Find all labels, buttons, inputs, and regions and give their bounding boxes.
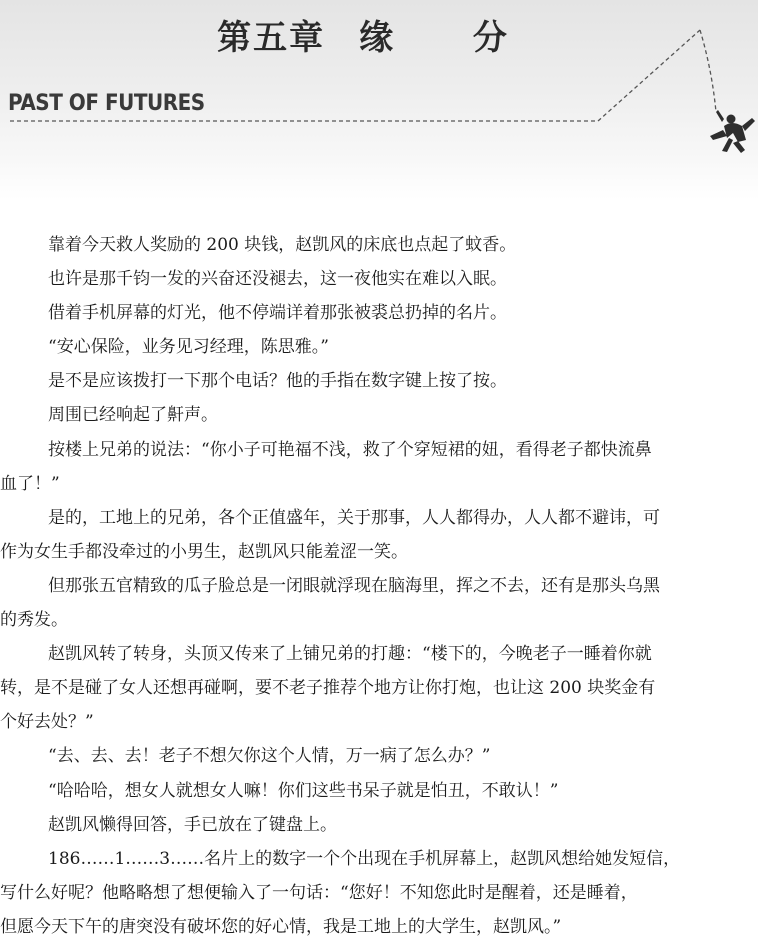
paragraph (48, 330, 748, 364)
body-text (0, 228, 748, 944)
paragraph-first-line: 是的，工地上的兄弟，各个正值盛年，关于那事，人人都得办，人人都不避讳，可 (48, 507, 660, 528)
paragraph-first-line: 靠着今天救人奖励的 200 块钱，赵凯风的床底也点起了蚊香。 (48, 235, 517, 255)
paragraph (48, 296, 748, 330)
paragraph (48, 364, 748, 398)
paragraph (0, 433, 748, 501)
paragraph (48, 739, 748, 773)
paragraph-first-line: “哈哈哈，想女人就想女人嘛！你们这些书呆子就是怕丑，不敢认！” (48, 780, 559, 801)
paragraph-first-line: 是不是应该拨打一下那个电话？他的手指在数字键上按了按。 (48, 371, 507, 392)
paragraph-first-line: 赵凯风转了转身，头顶又传来了上铺兄弟的打趣：“楼下的，今晚老子一睡着你就 (48, 644, 652, 665)
paragraph-continuation-line: 转，是不是碰了女人还想再碰啊，要不老子推荐个地方让你打炮，也让这 200 块奖金有 (0, 678, 656, 699)
paragraph (0, 637, 748, 739)
paragraph-continuation-line: 的秀发。 (0, 610, 68, 631)
paragraph-continuation-line: 但愿今天下午的唐突没有破坏您的好心情，我是工地上的大学生，赵凯风。” (0, 916, 562, 937)
paragraph (48, 774, 748, 808)
chapter-name: 缘 分 (359, 18, 541, 58)
paragraph (48, 808, 748, 842)
paragraph-continuation-line: 血了！” (0, 473, 60, 494)
header-decoration (0, 0, 758, 200)
paragraph-first-line: 也许是那千钧一发的兴奋还没褪去，这一夜他实在难以入眠。 (48, 269, 507, 290)
paragraph-continuation-line: 作为女生手都没牵过的小男生，赵凯风只能羞涩一笑。 (0, 541, 408, 562)
paragraph (0, 501, 748, 569)
paragraph-first-line: 赵凯风懒得回答，手已放在了键盘上。 (48, 814, 337, 835)
paragraph-first-line: “安心保险，业务见习经理，陈思雅。” (48, 337, 329, 358)
paragraph-first-line: 借着手机屏幕的灯光，他不停端详着那张被裘总扔掉的名片。 (48, 303, 507, 324)
paragraph (48, 262, 748, 296)
paragraph-continuation-line: 个好去处？” (0, 712, 94, 733)
paragraph (0, 569, 748, 637)
chapter-label: 第五章 (217, 18, 326, 58)
paragraph-first-line: 周围已经响起了鼾声。 (48, 405, 218, 426)
rock-climber-icon (710, 110, 755, 153)
paragraph (48, 228, 748, 262)
dashed-rope-diagonal (598, 30, 700, 121)
paragraph-first-line: 按楼上兄弟的说法：“你小子可艳福不浅，救了个穿短裙的妞，看得老子都快流鼻 (48, 439, 652, 460)
series-label: PAST OF FUTURES (8, 89, 205, 116)
paragraph-continuation-line: 写什么好呢？他略略想了想便输入了一句话：“您好！不知您此时是醒着，还是睡着， (0, 882, 638, 903)
paragraph-first-line: 但那张五官精致的瓜子脸总是一闭眼就浮现在脑海里，挥之不去，还有是那头乌黑 (48, 575, 660, 596)
paragraph (0, 842, 748, 944)
paragraph-first-line: 186……1……3……名片上的数字一个个出现在手机屏幕上，赵凯风想给她发短信， (48, 848, 681, 869)
paragraph-first-line: “去、去、去！老子不想欠你这个人情，万一病了怎么办？” (48, 746, 491, 767)
paragraph (48, 398, 748, 432)
dashed-rope-hanging (700, 30, 716, 112)
